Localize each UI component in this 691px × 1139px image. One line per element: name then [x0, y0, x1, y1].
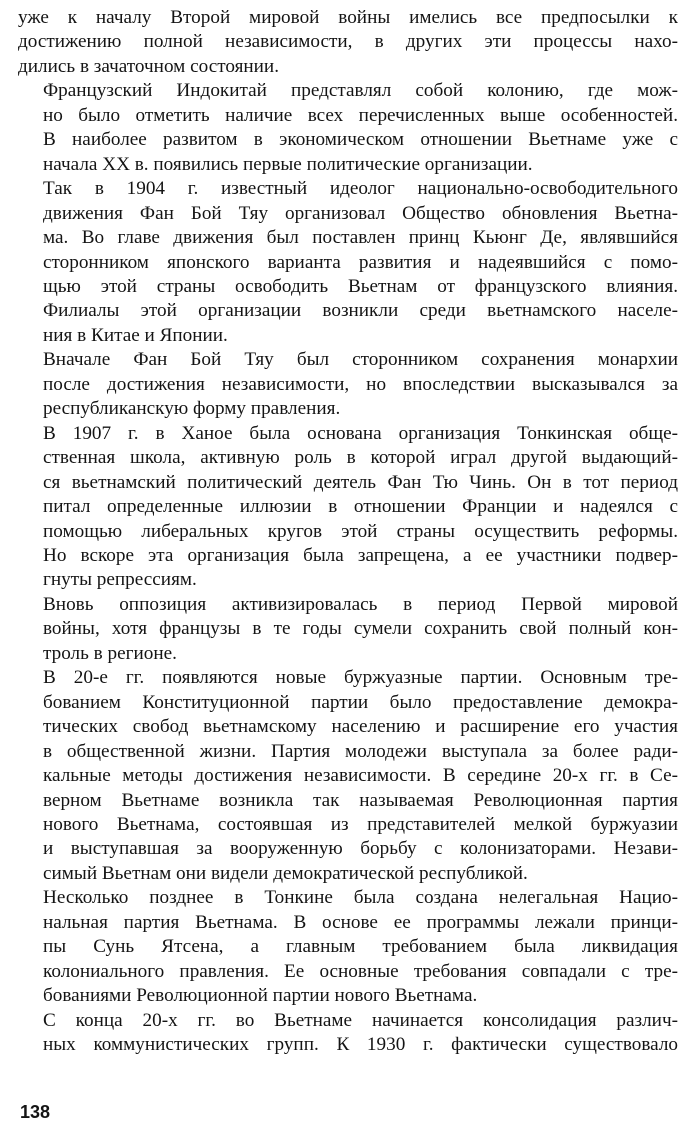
- text-line: и выступавшая за вооруженную борьбу с колонизаторами. Незави-: [43, 838, 678, 860]
- text-line: В наиболее развитом в экономическом отношении Вьетнаме уже с: [43, 129, 678, 151]
- paragraph: [18, 886, 678, 1008]
- text-line: ма. Во главе движения был поставлен принц Кьюнг Де, являвшийся: [43, 227, 678, 249]
- text-line: кальные методы достижения независимости. В середине 20-х гг. в Се-: [43, 765, 678, 787]
- text-line: после достижения независимости, но впоследствии высказывался за: [43, 373, 678, 395]
- text-line: в общественной жизни. Партия молодежи выступала за более ради-: [43, 740, 678, 762]
- text-line: достижению полной независимости, в других эти процессы нахо-: [18, 31, 678, 53]
- text-line: колониального правления. Ее основные требования совпадали с тре-: [43, 960, 678, 982]
- text-line: щью этой страны освободить Вьетнам от французского влияния.: [43, 275, 678, 297]
- text-line: ся вьетнамский политический деятель Фан Тю Чинь. Он в тот период: [43, 471, 678, 493]
- text-line: нальная партия Вьетнама. В основе ее программы лежали принци-: [43, 911, 678, 933]
- text-line: сторонником японского варианта развития и надеявшийся с помо-: [43, 251, 678, 273]
- text-line: В 20-е гг. появляются новые буржуазные партии. Основным тре-: [43, 667, 678, 689]
- paragraph: [18, 6, 678, 79]
- text-line: но было отметить наличие всех перечисленных выше особенностей.: [43, 104, 678, 126]
- text-line: тических свобод вьетнамскому населению и расширение его участия: [43, 716, 678, 738]
- text-line: Но вскоре эта организация была запрещена, а ее участники подвер-: [43, 544, 678, 566]
- text-line: Вначале Фан Бой Тяу был сторонником сохранения монархии: [43, 349, 678, 371]
- paragraph: [18, 348, 678, 421]
- text-line: ния в Китае и Японии.: [43, 324, 228, 346]
- text-line: гнуты репрессиям.: [43, 569, 197, 591]
- text-line: С конца 20-х гг. во Вьетнаме начинается консолидация различ-: [43, 1009, 678, 1031]
- text-line: бованием Конституционной партии было предоставление демокра-: [43, 691, 678, 713]
- text-line: Так в 1904 г. известный идеолог национально-освободительного: [43, 178, 678, 200]
- text-line: Филиалы этой организации возникли среди вьетнамского населе-: [43, 300, 678, 322]
- text-line: помощью либеральных кругов этой страны осуществить реформы.: [43, 520, 678, 542]
- paragraph: [18, 177, 678, 348]
- page-body: [18, 6, 678, 1057]
- text-line: ных коммунистических групп. К 1930 г. фактически существовало: [43, 1034, 678, 1056]
- text-line: Французский Индокитай представлял собой колонию, где мож-: [43, 80, 678, 102]
- text-line: движения Фан Бой Тяу организовал Общество обновления Вьетна-: [43, 202, 678, 224]
- paragraph: [18, 79, 678, 177]
- text-line: симый Вьетнам они видели демократической республикой.: [43, 862, 528, 884]
- text-line: уже к началу Второй мировой войны имелись все предпосылки к: [18, 7, 678, 28]
- text-line: пы Сунь Ятсена, а главным требованием была ликвидация: [43, 936, 678, 958]
- text-line: войны, хотя французы в те годы сумели сохранить свой полный кон-: [43, 618, 678, 640]
- text-line: бованиями Революционной партии нового Вьетнама.: [43, 985, 478, 1007]
- text-line: ственная школа, активную роль в которой играл другой выдающий-: [43, 447, 678, 469]
- text-line: троль в регионе.: [43, 642, 177, 664]
- paragraph: [18, 422, 678, 593]
- paragraph: [18, 1009, 678, 1058]
- text-line: Несколько позднее в Тонкине была создана нелегальная Нацио-: [43, 887, 678, 909]
- paragraph: [18, 666, 678, 886]
- text-line: нового Вьетнама, состоявшая из представителей мелкой буржуазии: [43, 813, 678, 835]
- paragraph: [18, 593, 678, 666]
- page-number: 138: [20, 1102, 51, 1122]
- text-line: дились в зачаточном состоянии.: [18, 55, 279, 77]
- text-line: верном Вьетнаме возникла так называемая Революционная партия: [43, 789, 678, 811]
- text-line: Вновь оппозиция активизировалась в период Первой мировой: [43, 593, 678, 615]
- text-line: питал определенные иллюзии в отношении Франции и надеялся с: [43, 496, 678, 518]
- text-line: республиканскую форму правления.: [43, 398, 341, 420]
- text-line: В 1907 г. в Ханое была основана организация Тонкинская обще-: [43, 422, 678, 444]
- text-line: начала XX в. появились первые политические организации.: [43, 153, 533, 175]
